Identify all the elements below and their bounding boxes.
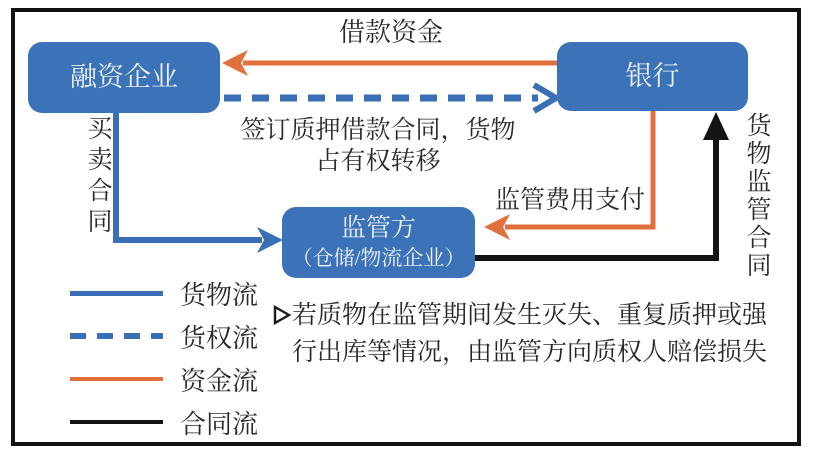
legend-label-funds-flow: 资金流 <box>180 366 259 396</box>
node-financing-enterprise <box>28 42 220 113</box>
legend-item-goods-flow <box>70 277 258 309</box>
pledge-rights-arrow <box>224 85 556 111</box>
legend-line-rights-flow <box>70 333 163 339</box>
legend-item-contract-flow <box>70 406 258 438</box>
legend-line-goods-flow <box>70 291 163 296</box>
node-supervisor-label: 监管方 <box>340 215 416 243</box>
legend-line-funds-flow <box>70 377 163 381</box>
note-bullet-icon <box>272 305 292 325</box>
legend-item-rights-flow <box>70 320 258 352</box>
liability-note-line1: 若质物在监管期间发生灭失、重复质押或强 <box>292 302 768 329</box>
goods-supervision-contract-label: 货物监管合同 <box>743 112 770 280</box>
legend-item-funds-flow <box>70 363 258 395</box>
liability-note <box>272 297 797 371</box>
legend-line-contract-flow <box>70 420 163 424</box>
pledge-contract-label-line1: 签订质押借款合同，货物 <box>240 117 516 144</box>
supervision-fee-label: 监管费用支付 <box>494 187 645 214</box>
node-supervisor-sublabel: （仓储/物流企业） <box>291 245 466 270</box>
liability-note-text <box>292 297 767 371</box>
pledge-contract-label <box>228 115 528 177</box>
node-financing-label: 融资企业 <box>70 61 178 92</box>
legend-label-rights-flow: 货权流 <box>180 323 259 353</box>
node-supervisor <box>282 207 475 278</box>
sales-contract-label: 买卖合同 <box>84 115 111 239</box>
pledge-contract-label-line2: 占有权转移 <box>315 148 441 175</box>
node-bank-label: 银行 <box>625 60 680 91</box>
node-bank <box>557 42 748 111</box>
liability-note-line2: 行出库等情况，由监管方向质权人赔偿损失 <box>292 339 768 366</box>
legend-label-contract-flow: 合同流 <box>180 409 259 439</box>
legend-label-goods-flow: 货物流 <box>180 280 259 310</box>
loan-funds-label: 借款资金 <box>338 18 443 47</box>
loan-funds-arrow <box>222 50 557 76</box>
